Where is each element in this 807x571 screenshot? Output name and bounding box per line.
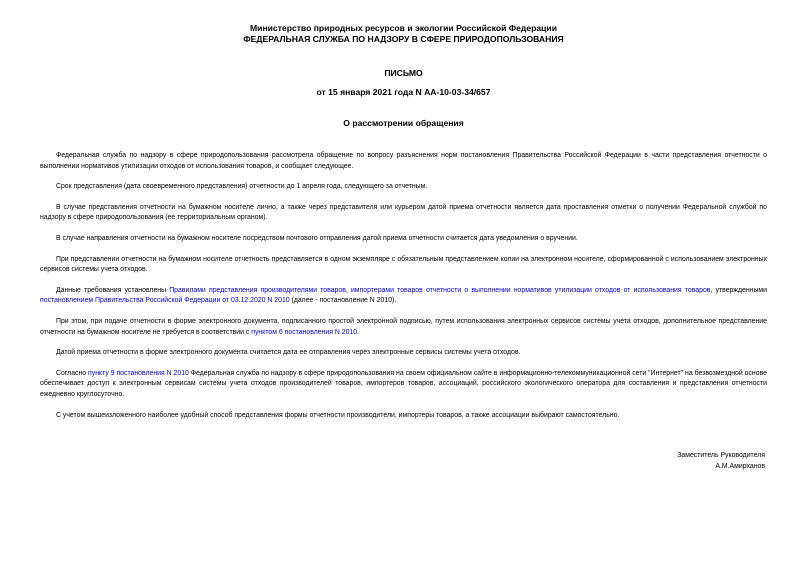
paragraph [40, 317, 767, 338]
paragraph: Федеральная служба по надзору в сфере природопользования рассмотрела обращение по вопросу разъяснения норм постановления Правительства Российской Федерации в части представления отчетности о выполнении нормативов утилизации отходов от использования товаров, и сообщает следующее. [40, 152, 767, 170]
document-subject: О рассмотрении обращения [343, 118, 464, 128]
letterhead [0, 23, 807, 45]
service-name: ФЕДЕРАЛЬНАЯ СЛУЖБА ПО НАДЗОРУ В СФЕРЕ ПРИРОДОПОЛЬЗОВАНИЯ [243, 34, 564, 44]
document-number: от 15 января 2021 года N АА-10-03-34/657 [316, 87, 491, 97]
paragraph-text: . [357, 328, 359, 336]
clause-9-link[interactable]: пункту 9 постановления N 2010 [88, 369, 189, 377]
paragraph: В случае направления отчетности на бумажном носителе посредством почтового отправления датой приема отчетности считается дата уведомления о вручении. [56, 234, 578, 242]
signatory-position: Заместитель Руководителя [677, 452, 765, 459]
paragraph: Срок представления (дата своевременного представления) отчетности до 1 апреля года, следующего за отчетным. [56, 183, 428, 191]
paragraph [40, 286, 767, 307]
paragraph-text: Согласно [56, 369, 89, 377]
paragraph: При представлении отчетности на бумажном носителе отчетность представляется в одном экземпляре с обязательным представлением копии на электронном носителе, сформированной с использованием электронных сервисов системы учета отходов. [40, 255, 767, 274]
clause-6-link[interactable]: пунктом 6 постановления N 2010 [251, 328, 358, 336]
ministry-name: Министерство природных ресурсов и экологии Российской Федерации [250, 23, 557, 33]
paragraph: Датой приема отчетности в форме электронного документа считается дата ее отправления через электронные сервисы системы учета отходов. [56, 349, 521, 357]
paragraph-text: , утвержденными [710, 286, 767, 294]
paragraph: В случае представления отчетности на бумажном носителе лично, а также через представителя или курьером датой приема отчетности является дата проставления отметки о получении Федеральной службой по надзору в сфере природопользования (ее территориальным органом). [40, 203, 767, 222]
resolution-2010-link[interactable]: постановлением Правительства Российской Федерации от 03.12.2020 N 2010 [40, 297, 290, 305]
document-type: ПИСЬМО [384, 68, 423, 78]
letter-body [40, 151, 767, 421]
paragraph-text: (далее - постановление N 2010). [289, 297, 397, 305]
signatory-name: А.М.Амирханов [715, 462, 765, 470]
paragraph: С учетом вышеизложенного наиболее удобный способ представления формы отчетности производители, импортеры товаров, а также ассоциации выбирают самостоятельно. [56, 411, 620, 419]
paragraph-text: Федеральная служба по надзору в сфере природопользования на своем официальном сайте в информационно-телекоммуникационной сети "Интернет" на безвозмездной основе обеспечивает доступ к электронным сервисам системы учета отходов производителей товаров, импортеров товаров, ассоциаций, российского экологического оператора для составления и представления отчетности ежедневно круглосуточно. [40, 369, 767, 398]
paragraph-text: Данные требования установлены [56, 286, 170, 294]
rules-link[interactable]: Правилами представления производителями товаров, импортерами товаров отчетности о выполнении нормативов утилизации отходов от использования товаров [169, 286, 711, 294]
paragraph-text: При этом, при подаче отчетности в форме электронного документа, подписанного простой электронной подписью, путем использования электронных сервисов системы учета отходов, дополнительное представление отчетности на бумажном носителе не требуется в соответствии с [40, 317, 767, 336]
paragraph [40, 369, 767, 401]
signature-block [677, 451, 765, 472]
